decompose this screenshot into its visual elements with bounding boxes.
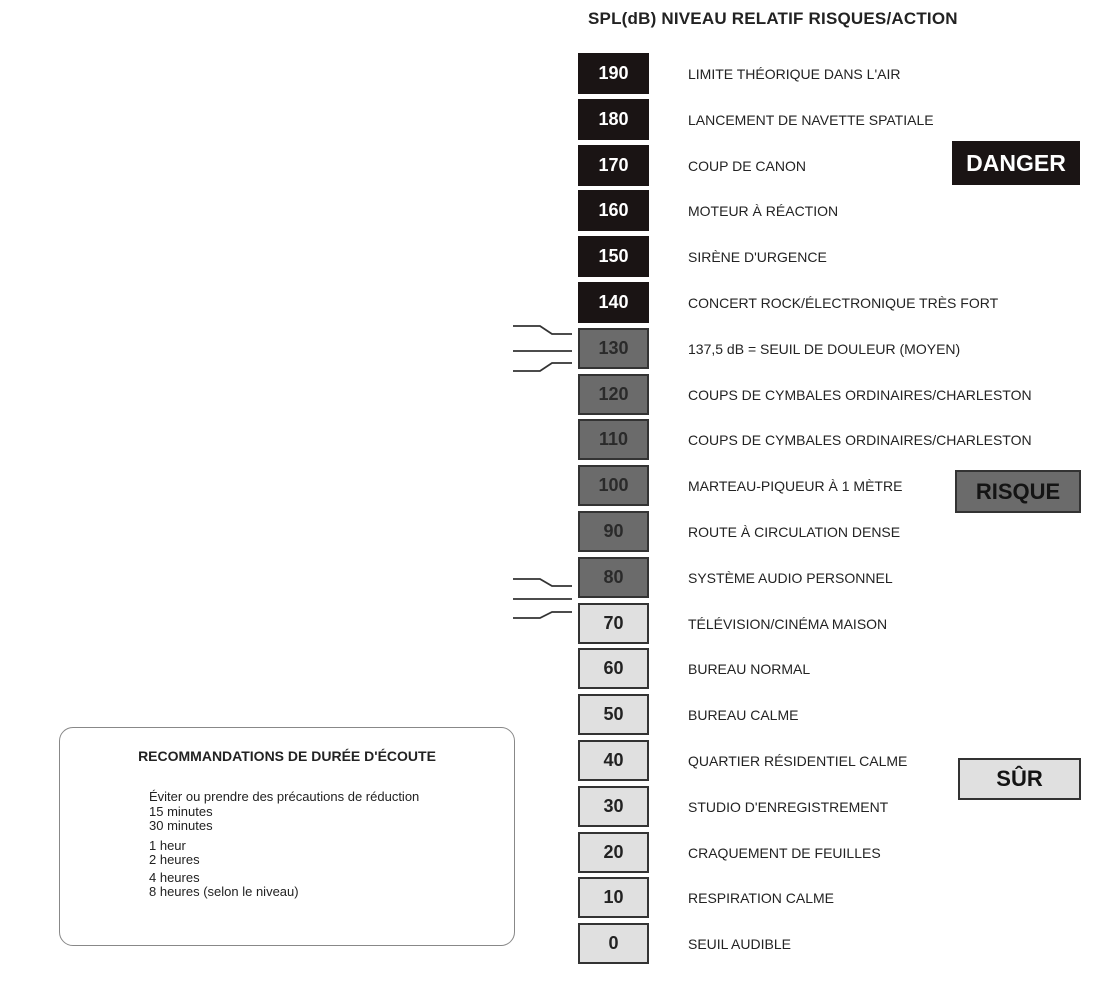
- recommendation-duration: 8 heures (selon le niveau): [149, 884, 299, 899]
- level-box-50: 50: [578, 694, 649, 735]
- level-box-60: 60: [578, 648, 649, 689]
- risk-zone-label: RISQUE: [955, 470, 1081, 513]
- safe-zone-label: SÛR: [958, 758, 1081, 800]
- danger-zone-label: DANGER: [952, 141, 1080, 185]
- sound-source-170: COUP DE CANON: [688, 158, 806, 174]
- level-box-80: 80: [578, 557, 649, 598]
- sound-source-70: TÉLÉVISION/CINÉMA MAISON: [688, 616, 888, 632]
- sound-source-40: QUARTIER RÉSIDENTIEL CALME: [688, 753, 908, 769]
- sound-source-80: SYSTÈME AUDIO PERSONNEL: [688, 570, 893, 586]
- recommendation-duration: 15 minutes: [149, 804, 213, 819]
- sound-source-50: BUREAU CALME: [688, 707, 799, 723]
- connector-exposure-limit: [513, 579, 572, 586]
- sound-source-130: 137,5 dB = SEUIL DE DOULEUR (MOYEN): [688, 341, 961, 357]
- sound-source-60: BUREAU NORMAL: [688, 661, 811, 677]
- level-box-140: 140: [578, 282, 649, 323]
- connector-peak-lower: [513, 363, 572, 371]
- level-box-170: 170: [578, 145, 649, 186]
- recommendation-duration: Éviter ou prendre des précautions de réduction: [149, 789, 420, 804]
- connector-peak-limit: [513, 326, 572, 334]
- connector-exposure-lower: [513, 612, 572, 618]
- recommendation-duration: 4 heures: [149, 870, 200, 885]
- recommendation-duration: 30 minutes: [149, 818, 213, 833]
- recommendations-title: RECOMMANDATIONS DE DURÉE D'ÉCOUTE: [138, 748, 436, 764]
- level-box-20: 20: [578, 832, 649, 873]
- sound-source-100: MARTEAU-PIQUEUR À 1 MÈTRE: [688, 478, 903, 494]
- sound-source-10: RESPIRATION CALME: [688, 890, 834, 906]
- recommendation-duration: 2 heures: [149, 852, 200, 867]
- level-box-70: 70: [578, 603, 649, 644]
- level-box-10: 10: [578, 877, 649, 918]
- level-box-110: 110: [578, 419, 649, 460]
- sound-source-90: ROUTE À CIRCULATION DENSE: [688, 524, 901, 540]
- level-box-120: 120: [578, 374, 649, 415]
- sound-source-120: COUPS DE CYMBALES ORDINAIRES/CHARLESTON: [688, 387, 1032, 403]
- level-box-40: 40: [578, 740, 649, 781]
- level-box-30: 30: [578, 786, 649, 827]
- sound-source-30: STUDIO D'ENREGISTREMENT: [688, 799, 889, 815]
- level-box-100: 100: [578, 465, 649, 506]
- level-box-190: 190: [578, 53, 649, 94]
- level-box-130: 130: [578, 328, 649, 369]
- sound-source-110: COUPS DE CYMBALES ORDINAIRES/CHARLESTON: [688, 432, 1032, 448]
- level-box-160: 160: [578, 190, 649, 231]
- sound-source-0: SEUIL AUDIBLE: [688, 936, 791, 952]
- level-box-0: 0: [578, 923, 649, 964]
- sound-source-180: LANCEMENT DE NAVETTE SPATIALE: [688, 112, 934, 128]
- level-box-180: 180: [578, 99, 649, 140]
- sound-source-190: LIMITE THÉORIQUE DANS L'AIR: [688, 66, 901, 82]
- sound-source-140: CONCERT ROCK/ÉLECTRONIQUE TRÈS FORT: [688, 295, 999, 311]
- recommendation-duration: 1 heur: [149, 838, 186, 853]
- listening-duration-panel: [59, 727, 515, 946]
- sound-source-20: CRAQUEMENT DE FEUILLES: [688, 845, 881, 861]
- chart-header: SPL(dB) NIVEAU RELATIF RISQUES/ACTION: [588, 9, 958, 28]
- sound-source-160: MOTEUR À RÉACTION: [688, 203, 839, 219]
- sound-source-150: SIRÈNE D'URGENCE: [688, 249, 827, 265]
- level-box-150: 150: [578, 236, 649, 277]
- level-box-90: 90: [578, 511, 649, 552]
